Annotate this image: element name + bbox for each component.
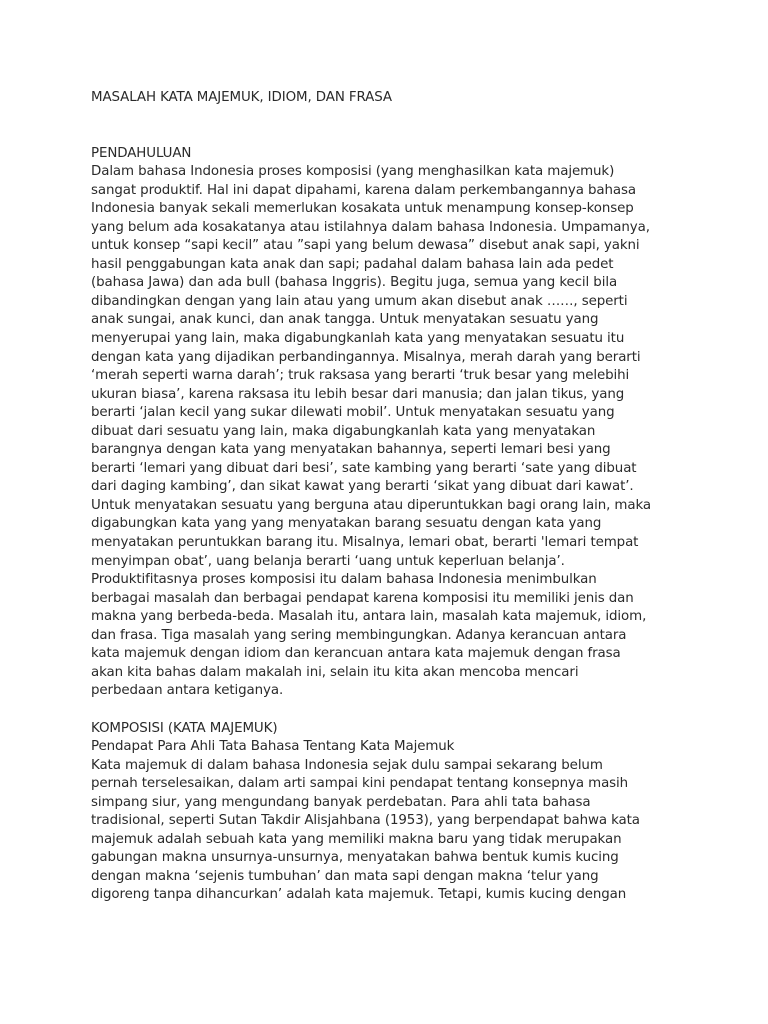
text-line: majemuk adalah sebuah kata yang memiliki makna baru yang tidak merupakan — [91, 831, 622, 847]
text-line: digoreng tanpa dihancurkan’ adalah kata majemuk. Tetapi, kumis kucing dengan — [91, 887, 627, 903]
text-line: dibuat dari sesuatu yang lain, maka digabungkanlah kata yang menyatakan — [91, 423, 596, 439]
document-page — [91, 89, 691, 905]
paragraph-pendahuluan — [91, 163, 691, 701]
section-pendahuluan — [91, 145, 691, 701]
spacer — [91, 108, 691, 145]
text-line: sangat produktif. Hal ini dapat dipahami, karena dalam perkembangannya bahasa — [91, 182, 636, 198]
text-line: berbagai masalah dan berbagai pendapat karena komposisi itu memiliki jenis dan — [91, 590, 634, 606]
document-title: MASALAH KATA MAJEMUK, IDIOM, DAN FRASA — [91, 90, 392, 105]
text-line: untuk konsep “sapi kecil” atau ”sapi yang belum dewasa” disebut anak sapi, yakni — [91, 238, 640, 254]
text-line: kata majemuk dengan idiom dan kerancuan antara kata majemuk dengan frasa — [91, 646, 621, 662]
text-line: dengan makna ‘sejenis tumbuhan’ dan mata sapi dengan makna ‘telur yang — [91, 868, 599, 884]
text-line: (bahasa Jawa) dan ada bull (bahasa Inggris). Begitu juga, semua yang kecil bila — [91, 275, 618, 291]
text-line: digabungkan kata yang yang menyatakan barang sesuatu dengan kata yang — [91, 516, 602, 532]
section-heading: KOMPOSISI (KATA MAJEMUK) — [91, 720, 278, 736]
text-line: ‘merah seperti warna darah’; truk raksasa yang berarti ‘truk besar yang melebihi — [91, 368, 630, 384]
text-line: tradisional, seperti Sutan Takdir Alisjahbana (1953), yang berpendapat bahwa kata — [91, 813, 640, 829]
text-line: pernah terselesaikan, dalam arti sampai kini pendapat tentang konsepnya masih — [91, 776, 629, 792]
paragraph-kata-majemuk — [91, 757, 691, 905]
section-heading: PENDAHULUAN — [91, 145, 192, 161]
text-line: Untuk menyatakan sesuatu yang berguna atau diperuntukkan bagi orang lain, maka — [91, 497, 652, 513]
text-line: dengan kata yang dijadikan perbandingannya. Misalnya, merah darah yang berarti — [91, 349, 641, 365]
text-line: simpang siur, yang mengundang banyak perdebatan. Para ahli tata bahasa — [91, 794, 591, 810]
text-line: dan frasa. Tiga masalah yang sering membingungkan. Adanya kerancuan antara — [91, 627, 627, 643]
section-komposisi — [91, 720, 691, 905]
text-line: barangnya dengan kata yang menyatakan bahannya, seperti lemari besi yang — [91, 442, 611, 458]
text-line: menyatakan peruntukkan barang itu. Misalnya, lemari obat, berarti 'lemari tempat — [91, 535, 639, 551]
text-line: Produktifitasnya proses komposisi itu dalam bahasa Indonesia menimbulkan — [91, 572, 597, 588]
text-line: menyimpan obat’, uang belanja berarti ‘uang untuk keperluan belanja’. — [91, 553, 565, 569]
text-line: dari daging kambing’, dan sikat kawat yang berarti ‘sikat yang dibuat dari kawat’. — [91, 479, 634, 495]
text-line: Indonesia banyak sekali memerlukan kosakata untuk menampung konsep-konsep — [91, 201, 634, 217]
text-line: hasil penggabungan kata anak dan sapi; padahal dalam bahasa lain ada pedet — [91, 256, 614, 272]
text-line: berarti ‘jalan kecil yang sukar dilewati mobil’. Untuk menyatakan sesuatu yang — [91, 405, 615, 421]
text-line: anak sungai, anak kunci, dan anak tangga. Untuk menyatakan sesuatu yang — [91, 312, 599, 328]
spacer — [91, 701, 691, 720]
text-line: makna yang berbeda-beda. Masalah itu, antara lain, masalah kata majemuk, idiom, — [91, 609, 647, 625]
text-line: dibandingkan dengan yang lain atau yang umum akan disebut anak ……, seperti — [91, 293, 628, 309]
text-line: ukuran biasa’, karena raksasa itu lebih besar dari manusia; dan jalan tikus, yang — [91, 386, 625, 402]
section-subheading: Pendapat Para Ahli Tata Bahasa Tentang Kata Majemuk — [91, 739, 455, 755]
text-line: akan kita bahas dalam makalah ini, selain itu kita akan mencoba mencari — [91, 664, 579, 680]
text-line: yang belum ada kosakatanya atau istilahnya dalam bahasa Indonesia. Umpamanya, — [91, 219, 650, 235]
text-line: Dalam bahasa Indonesia proses komposisi (yang menghasilkan kata majemuk) — [91, 164, 615, 180]
text-line: gabungan makna unsurnya-unsurnya, menyatakan bahwa bentuk kumis kucing — [91, 850, 619, 866]
text-line: perbedaan antara ketiganya. — [91, 683, 284, 699]
text-line: berarti ‘lemari yang dibuat dari besi’, sate kambing yang berarti ‘sate yang dibuat — [91, 460, 637, 476]
text-line: Kata majemuk di dalam bahasa Indonesia sejak dulu sampai sekarang belum — [91, 757, 603, 773]
text-line: menyerupai yang lain, maka digabungkanlah kata yang menyatakan sesuatu itu — [91, 331, 625, 347]
